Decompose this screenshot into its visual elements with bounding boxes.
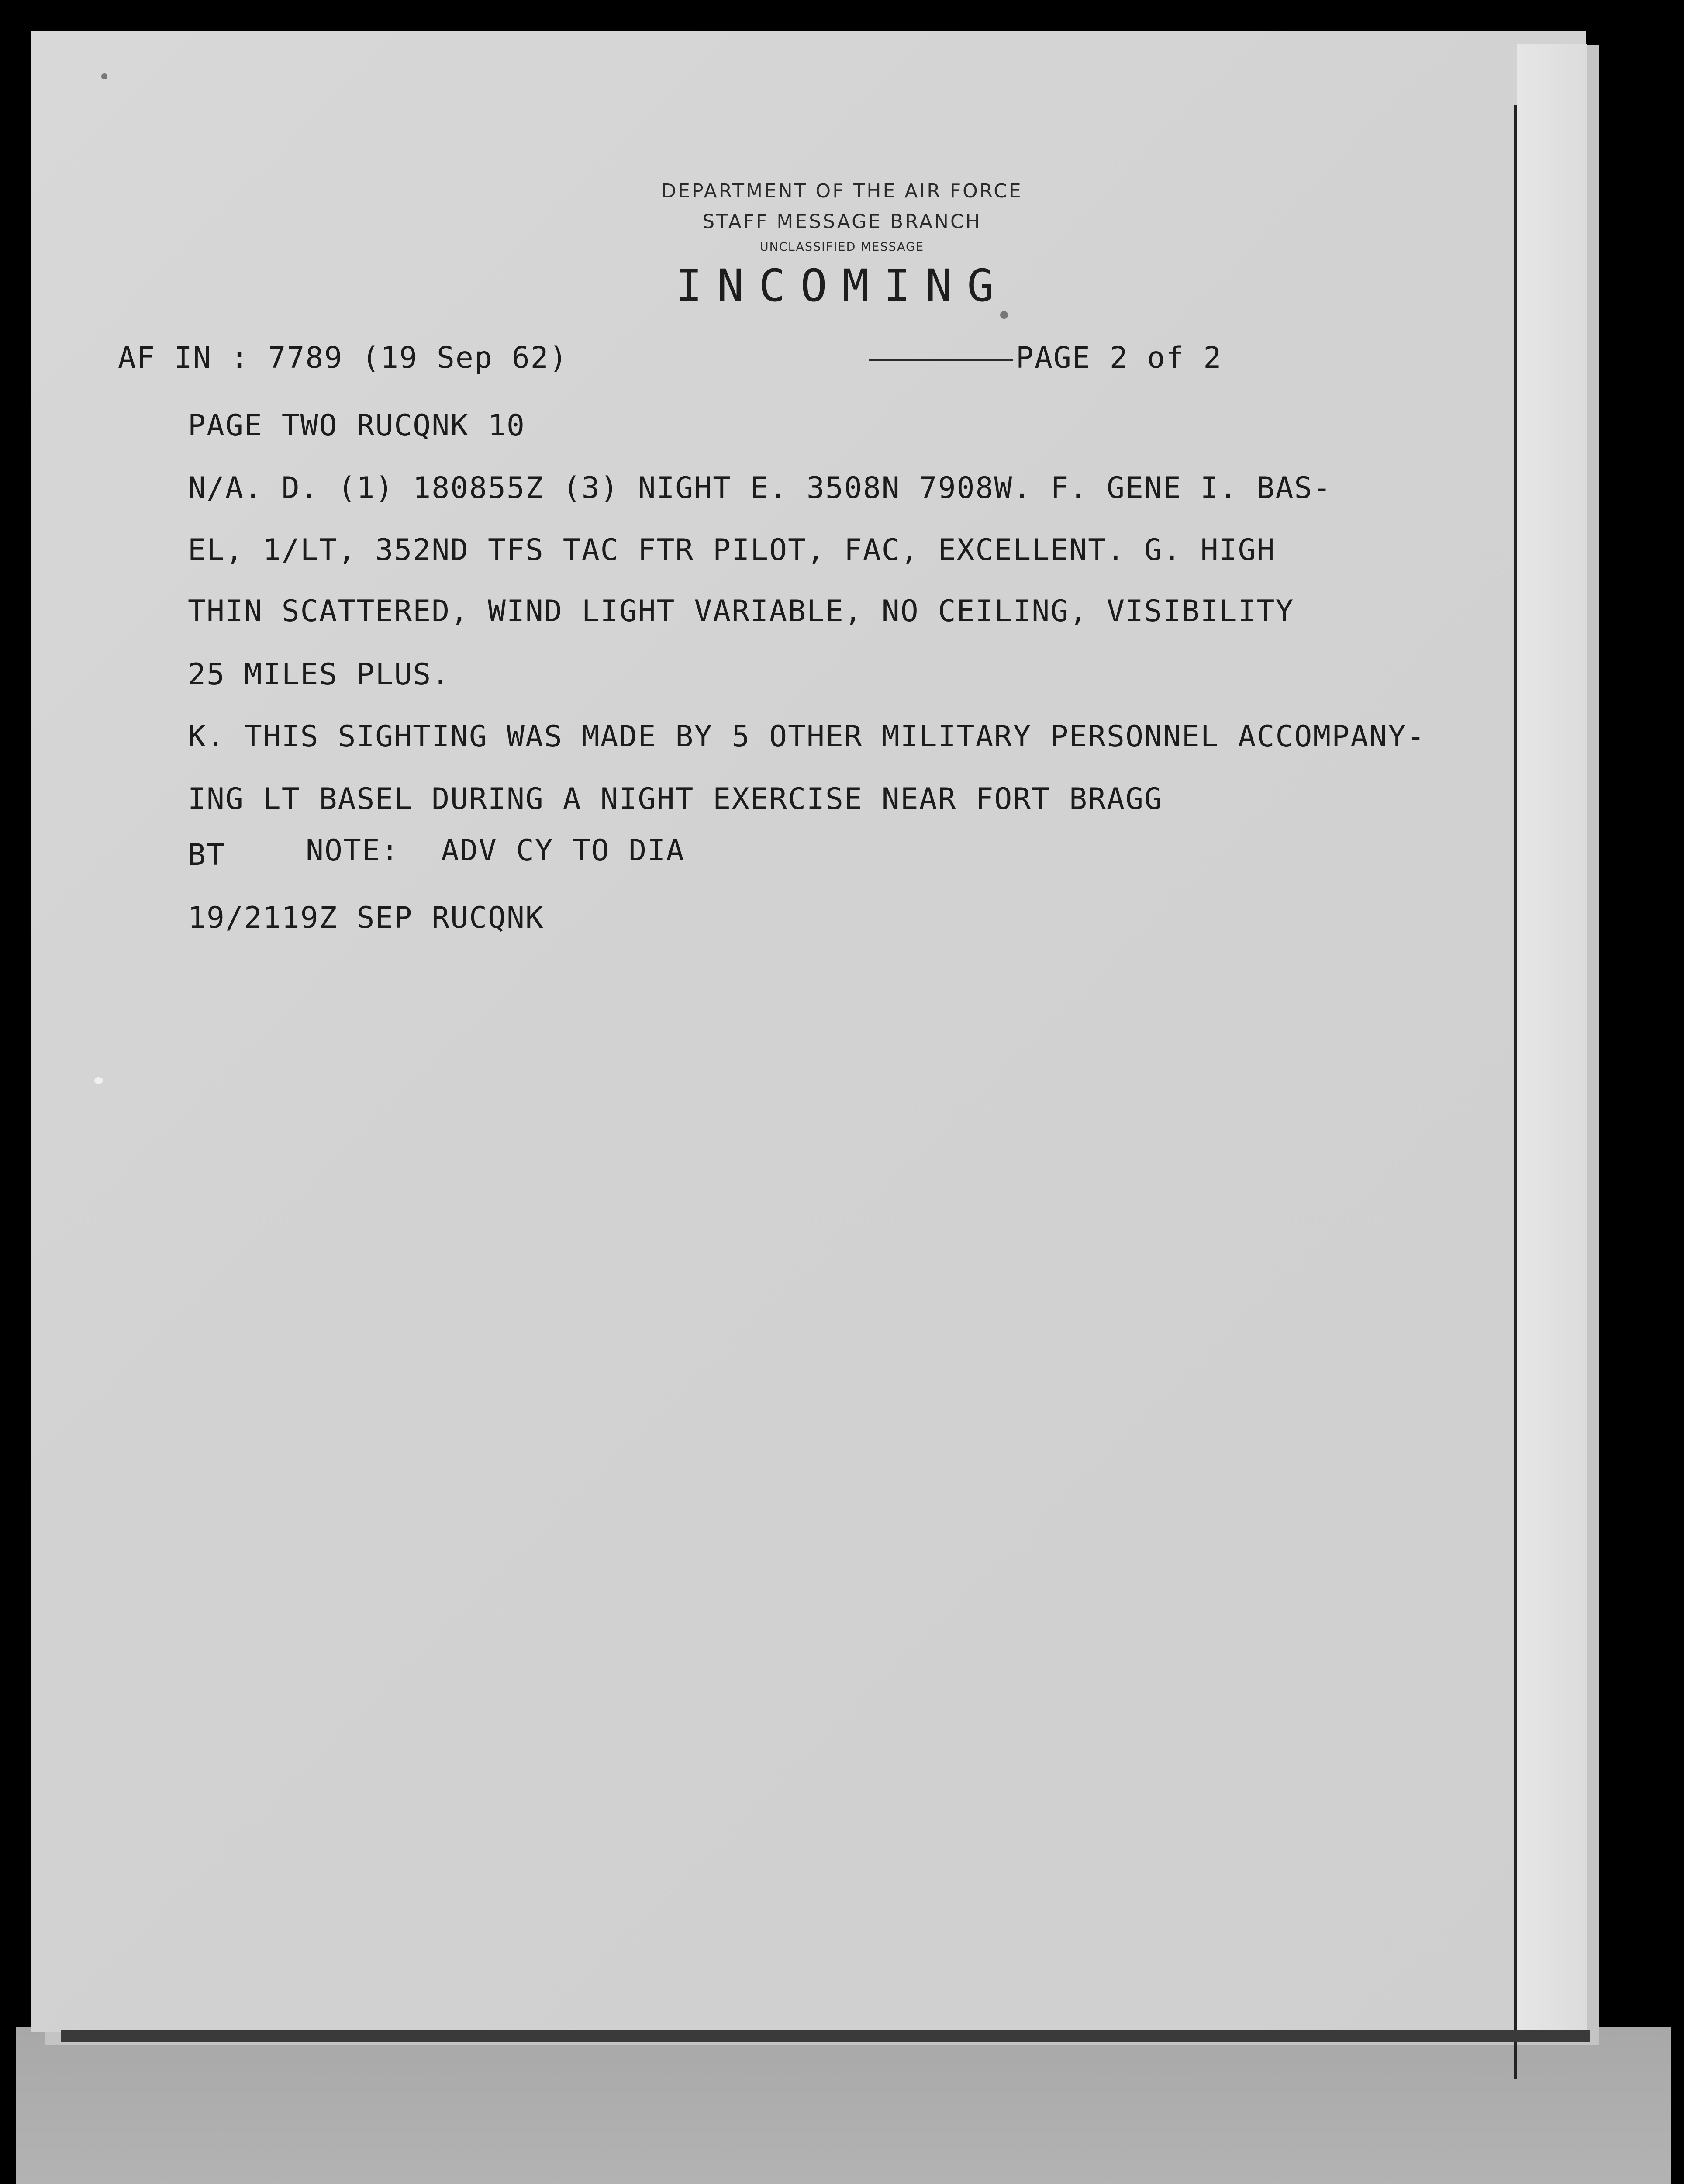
incoming-title: INCOMING (675, 260, 1009, 312)
speck (94, 1077, 103, 1084)
speck (1000, 311, 1008, 319)
message-line: 25 MILES PLUS. (188, 657, 451, 692)
af-in-reference: AF IN : 7789 (19 Sep 62) (118, 341, 568, 375)
date-time-group: 19/2119Z SEP RUCQNK (188, 901, 544, 935)
message-line: K. THIS SIGHTING WAS MADE BY 5 OTHER MILITARY PERSONNEL ACCOMPANY- (188, 719, 1426, 754)
department-heading: DEPARTMENT OF THE AIR FORCE (661, 180, 1023, 202)
message-sheet (31, 31, 1586, 2032)
note-text: ADV CY TO DIA (441, 833, 685, 868)
page-number: PAGE 2 of 2 (1016, 341, 1222, 375)
speck (101, 73, 107, 79)
message-line: N/A. D. (1) 180855Z (3) NIGHT E. 3508N 7908W. F. GENE I. BAS- (188, 471, 1332, 505)
message-line: EL, 1/LT, 352ND TFS TAC FTR PILOT, FAC, EXCELLENT. G. HIGH (188, 533, 1276, 567)
branch-heading: STAFF MESSAGE BRANCH (702, 211, 982, 233)
classification-label: UNCLASSIFIED MESSAGE (759, 240, 925, 254)
message-line: THIN SCATTERED, WIND LIGHT VARIABLE, NO CEILING, VISIBILITY (188, 594, 1294, 629)
page-leader-line (869, 359, 1013, 361)
bt-marker: BT (188, 838, 225, 872)
sheet-bottom-shadow (61, 2030, 1590, 2042)
backing-board (16, 2027, 1671, 2184)
sheet-edge (1517, 44, 1587, 2035)
message-line: ING LT BASEL DURING A NIGHT EXERCISE NEAR FORT BRAGG (188, 782, 1163, 816)
margin-rule (1514, 105, 1517, 2079)
note-label: NOTE: (306, 833, 400, 868)
message-line: PAGE TWO RUCQNK 10 (188, 408, 525, 443)
